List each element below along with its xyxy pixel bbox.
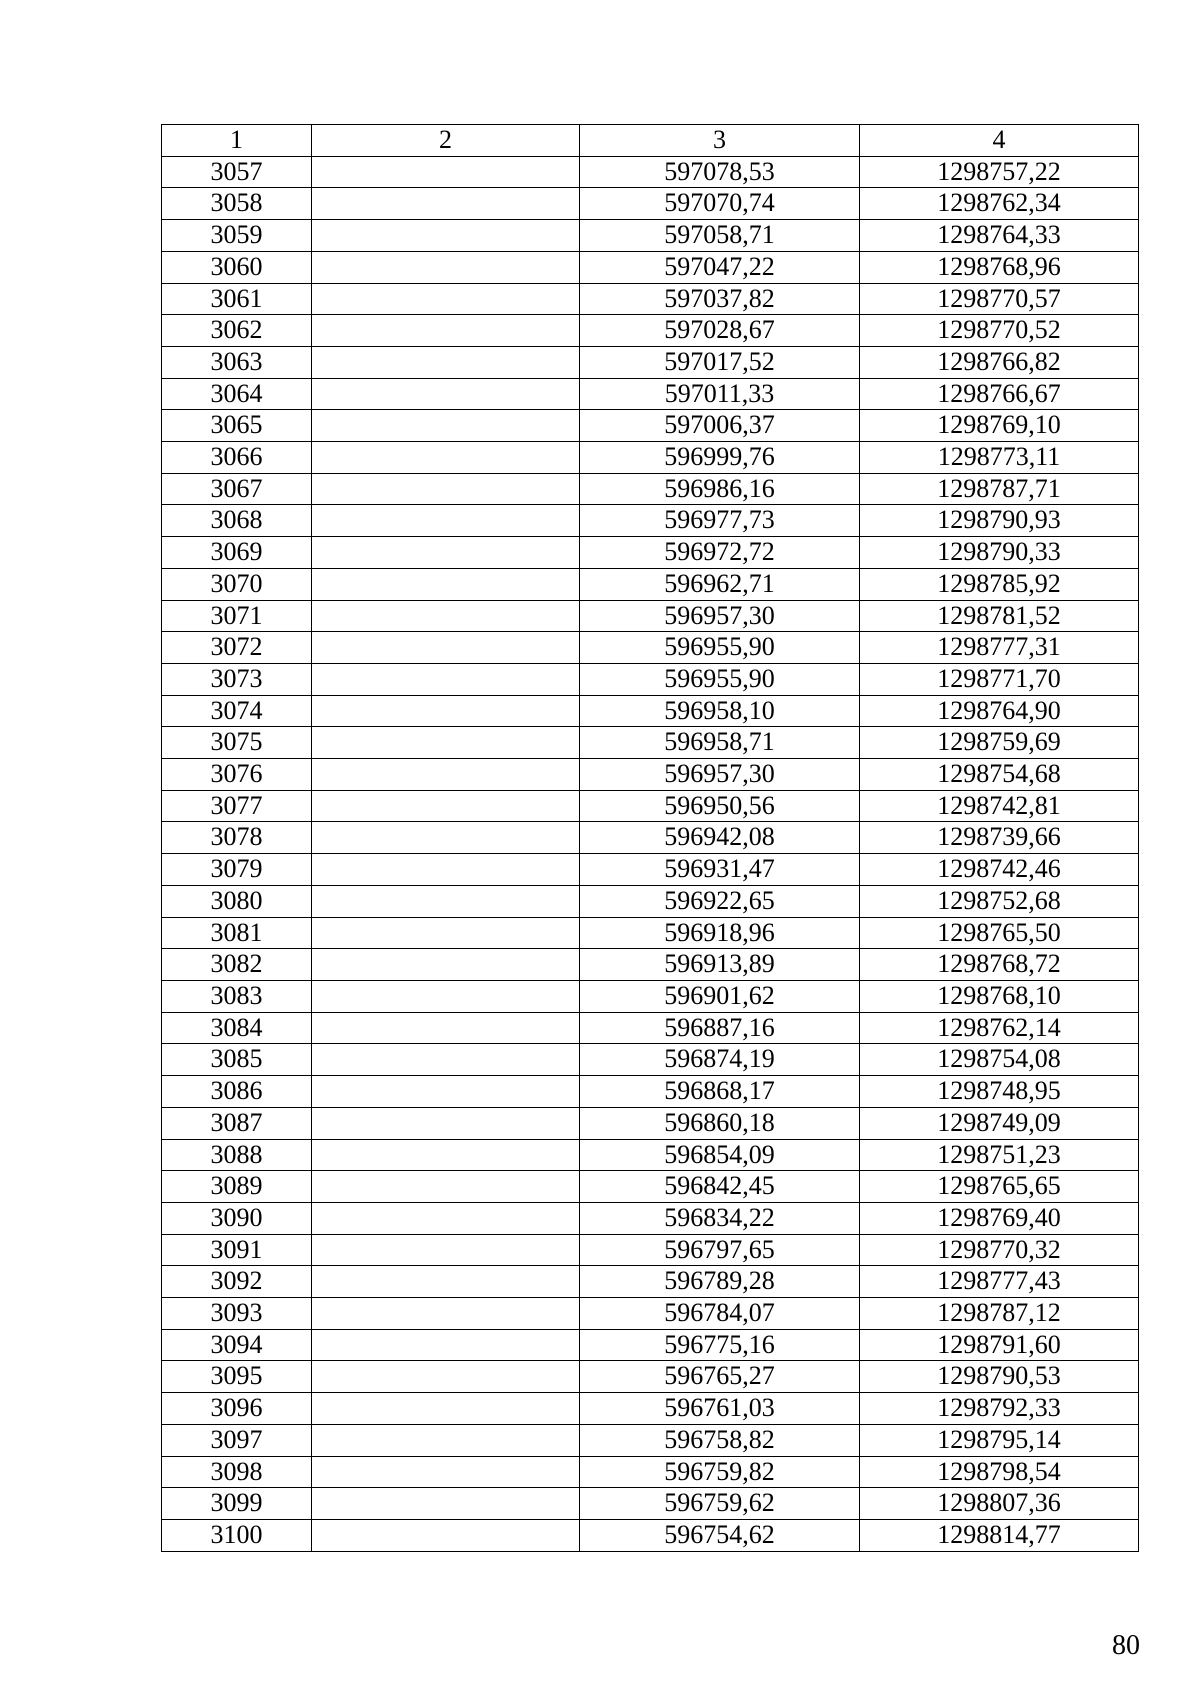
table-cell: 1298795,14 [860, 1424, 1139, 1456]
table-cell: 1298764,33 [860, 220, 1139, 252]
table-cell [312, 188, 580, 220]
column-header: 4 [860, 125, 1139, 157]
table-cell: 3084 [162, 1012, 312, 1044]
table-cell: 3083 [162, 980, 312, 1012]
table-row [162, 1107, 1139, 1139]
table-cell [312, 156, 580, 188]
table-cell: 3087 [162, 1107, 312, 1139]
column-header: 3 [580, 125, 860, 157]
table-row [162, 1012, 1139, 1044]
table-cell [312, 251, 580, 283]
table-cell: 596854,09 [580, 1139, 860, 1171]
table-cell: 3062 [162, 315, 312, 347]
table-cell: 1298792,33 [860, 1393, 1139, 1425]
table-cell: 596887,16 [580, 1012, 860, 1044]
table-cell [312, 1044, 580, 1076]
table-cell: 3059 [162, 220, 312, 252]
table-cell: 597006,37 [580, 410, 860, 442]
table-row [162, 251, 1139, 283]
table-cell [312, 442, 580, 474]
table-cell [312, 1234, 580, 1266]
table-cell: 1298764,90 [860, 695, 1139, 727]
table-cell: 597037,82 [580, 283, 860, 315]
table-cell: 3065 [162, 410, 312, 442]
table-row [162, 537, 1139, 569]
table-cell: 1298759,69 [860, 727, 1139, 759]
table-row [162, 632, 1139, 664]
table-row [162, 1488, 1139, 1520]
table-cell: 1298777,43 [860, 1266, 1139, 1298]
table-cell [312, 949, 580, 981]
table-cell: 596962,71 [580, 568, 860, 600]
table-cell: 3075 [162, 727, 312, 759]
table-cell: 1298769,40 [860, 1202, 1139, 1234]
coordinates-table [161, 124, 1139, 1552]
table-cell: 1298798,54 [860, 1456, 1139, 1488]
table-cell: 3091 [162, 1234, 312, 1266]
table-cell [312, 917, 580, 949]
table-cell [312, 695, 580, 727]
table-cell [312, 346, 580, 378]
table-row [162, 473, 1139, 505]
table-cell: 1298754,68 [860, 759, 1139, 791]
table-row [162, 1424, 1139, 1456]
table-cell: 1298739,66 [860, 822, 1139, 854]
table-cell [312, 537, 580, 569]
table-cell: 1298749,09 [860, 1107, 1139, 1139]
table-cell: 3092 [162, 1266, 312, 1298]
table-cell: 1298791,60 [860, 1329, 1139, 1361]
table-cell [312, 759, 580, 791]
table-cell: 596957,30 [580, 759, 860, 791]
table-cell: 596901,62 [580, 980, 860, 1012]
table-cell: 1298770,32 [860, 1234, 1139, 1266]
table-cell: 3088 [162, 1139, 312, 1171]
table-cell: 596765,27 [580, 1361, 860, 1393]
table-cell: 596913,89 [580, 949, 860, 981]
table-cell: 3094 [162, 1329, 312, 1361]
table-cell: 596758,82 [580, 1424, 860, 1456]
table-cell: 1298771,70 [860, 663, 1139, 695]
table-row [162, 1266, 1139, 1298]
table-row [162, 1393, 1139, 1425]
table-row [162, 1139, 1139, 1171]
table-cell: 3095 [162, 1361, 312, 1393]
table-row [162, 600, 1139, 632]
table-cell [312, 315, 580, 347]
table-cell: 596999,76 [580, 442, 860, 474]
table-cell: 1298765,65 [860, 1171, 1139, 1203]
table-row [162, 283, 1139, 315]
table-cell: 3067 [162, 473, 312, 505]
table-cell: 1298770,57 [860, 283, 1139, 315]
table-cell: 1298790,53 [860, 1361, 1139, 1393]
table-cell [312, 1107, 580, 1139]
table-cell [312, 1298, 580, 1330]
table-row [162, 1361, 1139, 1393]
table-row [162, 917, 1139, 949]
table-cell [312, 1488, 580, 1520]
table-cell: 3072 [162, 632, 312, 664]
table-cell: 596842,45 [580, 1171, 860, 1203]
table-cell: 596955,90 [580, 632, 860, 664]
table-cell: 3097 [162, 1424, 312, 1456]
table-row [162, 156, 1139, 188]
table-cell: 596789,28 [580, 1266, 860, 1298]
table-cell: 1298770,52 [860, 315, 1139, 347]
table-row [162, 1456, 1139, 1488]
table-cell [312, 1012, 580, 1044]
table-cell: 3074 [162, 695, 312, 727]
table-cell: 596761,03 [580, 1393, 860, 1425]
table-cell: 3076 [162, 759, 312, 791]
table-cell: 3089 [162, 1171, 312, 1203]
table-cell: 596986,16 [580, 473, 860, 505]
table-row [162, 1044, 1139, 1076]
table-cell: 3069 [162, 537, 312, 569]
table-cell: 597070,74 [580, 188, 860, 220]
table-cell: 3078 [162, 822, 312, 854]
table-cell: 1298762,34 [860, 188, 1139, 220]
table-row [162, 505, 1139, 537]
table-cell: 3098 [162, 1456, 312, 1488]
table-cell [312, 1329, 580, 1361]
table-cell: 597047,22 [580, 251, 860, 283]
table-row [162, 1076, 1139, 1108]
table-cell [312, 1393, 580, 1425]
table-cell [312, 632, 580, 664]
table-cell: 1298768,10 [860, 980, 1139, 1012]
table-row [162, 188, 1139, 220]
table-cell [312, 378, 580, 410]
table-cell: 1298768,72 [860, 949, 1139, 981]
table-cell: 597011,33 [580, 378, 860, 410]
table-cell: 596942,08 [580, 822, 860, 854]
table-cell: 596754,62 [580, 1519, 860, 1551]
table-row [162, 885, 1139, 917]
table-cell: 1298773,11 [860, 442, 1139, 474]
table-header-row [162, 125, 1139, 157]
table-cell: 596784,07 [580, 1298, 860, 1330]
table-cell: 1298751,23 [860, 1139, 1139, 1171]
table-row [162, 378, 1139, 410]
table-cell: 1298781,52 [860, 600, 1139, 632]
table-row [162, 315, 1139, 347]
table-cell: 1298754,08 [860, 1044, 1139, 1076]
table-cell: 596834,22 [580, 1202, 860, 1234]
table-cell: 3058 [162, 188, 312, 220]
table-cell: 1298752,68 [860, 885, 1139, 917]
table-cell: 3073 [162, 663, 312, 695]
table-row [162, 759, 1139, 791]
table-cell: 1298807,36 [860, 1488, 1139, 1520]
table-cell: 596977,73 [580, 505, 860, 537]
table-cell: 1298765,50 [860, 917, 1139, 949]
table-cell: 1298766,82 [860, 346, 1139, 378]
table-cell [312, 1139, 580, 1171]
table-cell: 3099 [162, 1488, 312, 1520]
table-cell: 3090 [162, 1202, 312, 1234]
table-cell: 1298757,22 [860, 156, 1139, 188]
table-cell: 597078,53 [580, 156, 860, 188]
table-cell: 3071 [162, 600, 312, 632]
table-cell [312, 727, 580, 759]
table-row [162, 568, 1139, 600]
table-cell [312, 473, 580, 505]
table-row [162, 1202, 1139, 1234]
table-row [162, 854, 1139, 886]
table-cell [312, 663, 580, 695]
table-row [162, 727, 1139, 759]
table-cell [312, 568, 580, 600]
table-cell: 3096 [162, 1393, 312, 1425]
table-cell: 1298762,14 [860, 1012, 1139, 1044]
table-cell [312, 1202, 580, 1234]
table-cell [312, 790, 580, 822]
table-row [162, 1171, 1139, 1203]
table-cell: 596797,65 [580, 1234, 860, 1266]
table-row [162, 790, 1139, 822]
table-cell: 3061 [162, 283, 312, 315]
table-row [162, 1329, 1139, 1361]
table-cell: 3060 [162, 251, 312, 283]
table-cell [312, 885, 580, 917]
table-cell: 3057 [162, 156, 312, 188]
table-cell: 1298785,92 [860, 568, 1139, 600]
column-header: 2 [312, 125, 580, 157]
table-cell [312, 1076, 580, 1108]
table-row [162, 410, 1139, 442]
table-cell: 1298769,10 [860, 410, 1139, 442]
table-cell [312, 410, 580, 442]
table-row [162, 949, 1139, 981]
table-cell: 3070 [162, 568, 312, 600]
table-cell: 3093 [162, 1298, 312, 1330]
column-header: 1 [162, 125, 312, 157]
table-cell: 3086 [162, 1076, 312, 1108]
table-cell: 1298787,12 [860, 1298, 1139, 1330]
table-cell: 1298787,71 [860, 473, 1139, 505]
table-cell [312, 1456, 580, 1488]
table-cell: 596918,96 [580, 917, 860, 949]
table-cell [312, 505, 580, 537]
page-number: 80 [1112, 1630, 1140, 1661]
table-row [162, 822, 1139, 854]
table-cell: 1298790,33 [860, 537, 1139, 569]
table-cell: 1298790,93 [860, 505, 1139, 537]
table-cell: 597058,71 [580, 220, 860, 252]
table-cell: 597028,67 [580, 315, 860, 347]
table-cell: 3085 [162, 1044, 312, 1076]
table-cell: 3063 [162, 346, 312, 378]
table-cell: 3068 [162, 505, 312, 537]
table-cell: 3077 [162, 790, 312, 822]
table-cell: 1298766,67 [860, 378, 1139, 410]
table-cell: 596868,17 [580, 1076, 860, 1108]
table-row [162, 442, 1139, 474]
table-cell: 596759,82 [580, 1456, 860, 1488]
table-cell: 596931,47 [580, 854, 860, 886]
table-cell: 1298742,81 [860, 790, 1139, 822]
table-cell: 3079 [162, 854, 312, 886]
table-cell: 3080 [162, 885, 312, 917]
table-cell: 596958,71 [580, 727, 860, 759]
table-cell: 597017,52 [580, 346, 860, 378]
table-cell: 596874,19 [580, 1044, 860, 1076]
table-cell [312, 220, 580, 252]
table-cell: 1298777,31 [860, 632, 1139, 664]
table-cell: 596775,16 [580, 1329, 860, 1361]
table-cell: 596860,18 [580, 1107, 860, 1139]
table-cell: 1298814,77 [860, 1519, 1139, 1551]
table-cell: 1298742,46 [860, 854, 1139, 886]
table-row [162, 1298, 1139, 1330]
table-row [162, 695, 1139, 727]
table-cell [312, 1361, 580, 1393]
table-cell: 3064 [162, 378, 312, 410]
table-cell: 596759,62 [580, 1488, 860, 1520]
table-cell: 596958,10 [580, 695, 860, 727]
table-cell [312, 283, 580, 315]
table-cell: 3081 [162, 917, 312, 949]
table-cell: 1298748,95 [860, 1076, 1139, 1108]
table-cell: 596957,30 [580, 600, 860, 632]
table-cell [312, 1266, 580, 1298]
table-cell: 3100 [162, 1519, 312, 1551]
table-cell [312, 1171, 580, 1203]
table-cell [312, 822, 580, 854]
table-body [162, 125, 1139, 1552]
table-cell: 1298768,96 [860, 251, 1139, 283]
table-cell [312, 1519, 580, 1551]
table-row [162, 1234, 1139, 1266]
table-row [162, 663, 1139, 695]
table-cell [312, 854, 580, 886]
table-row [162, 1519, 1139, 1551]
table-cell [312, 600, 580, 632]
table-cell [312, 980, 580, 1012]
table-cell: 3066 [162, 442, 312, 474]
table-cell: 596922,65 [580, 885, 860, 917]
table-cell: 596950,56 [580, 790, 860, 822]
table-row [162, 346, 1139, 378]
table-cell: 596972,72 [580, 537, 860, 569]
table-row [162, 220, 1139, 252]
table-cell: 3082 [162, 949, 312, 981]
table-cell: 596955,90 [580, 663, 860, 695]
table-row [162, 980, 1139, 1012]
table-cell [312, 1424, 580, 1456]
